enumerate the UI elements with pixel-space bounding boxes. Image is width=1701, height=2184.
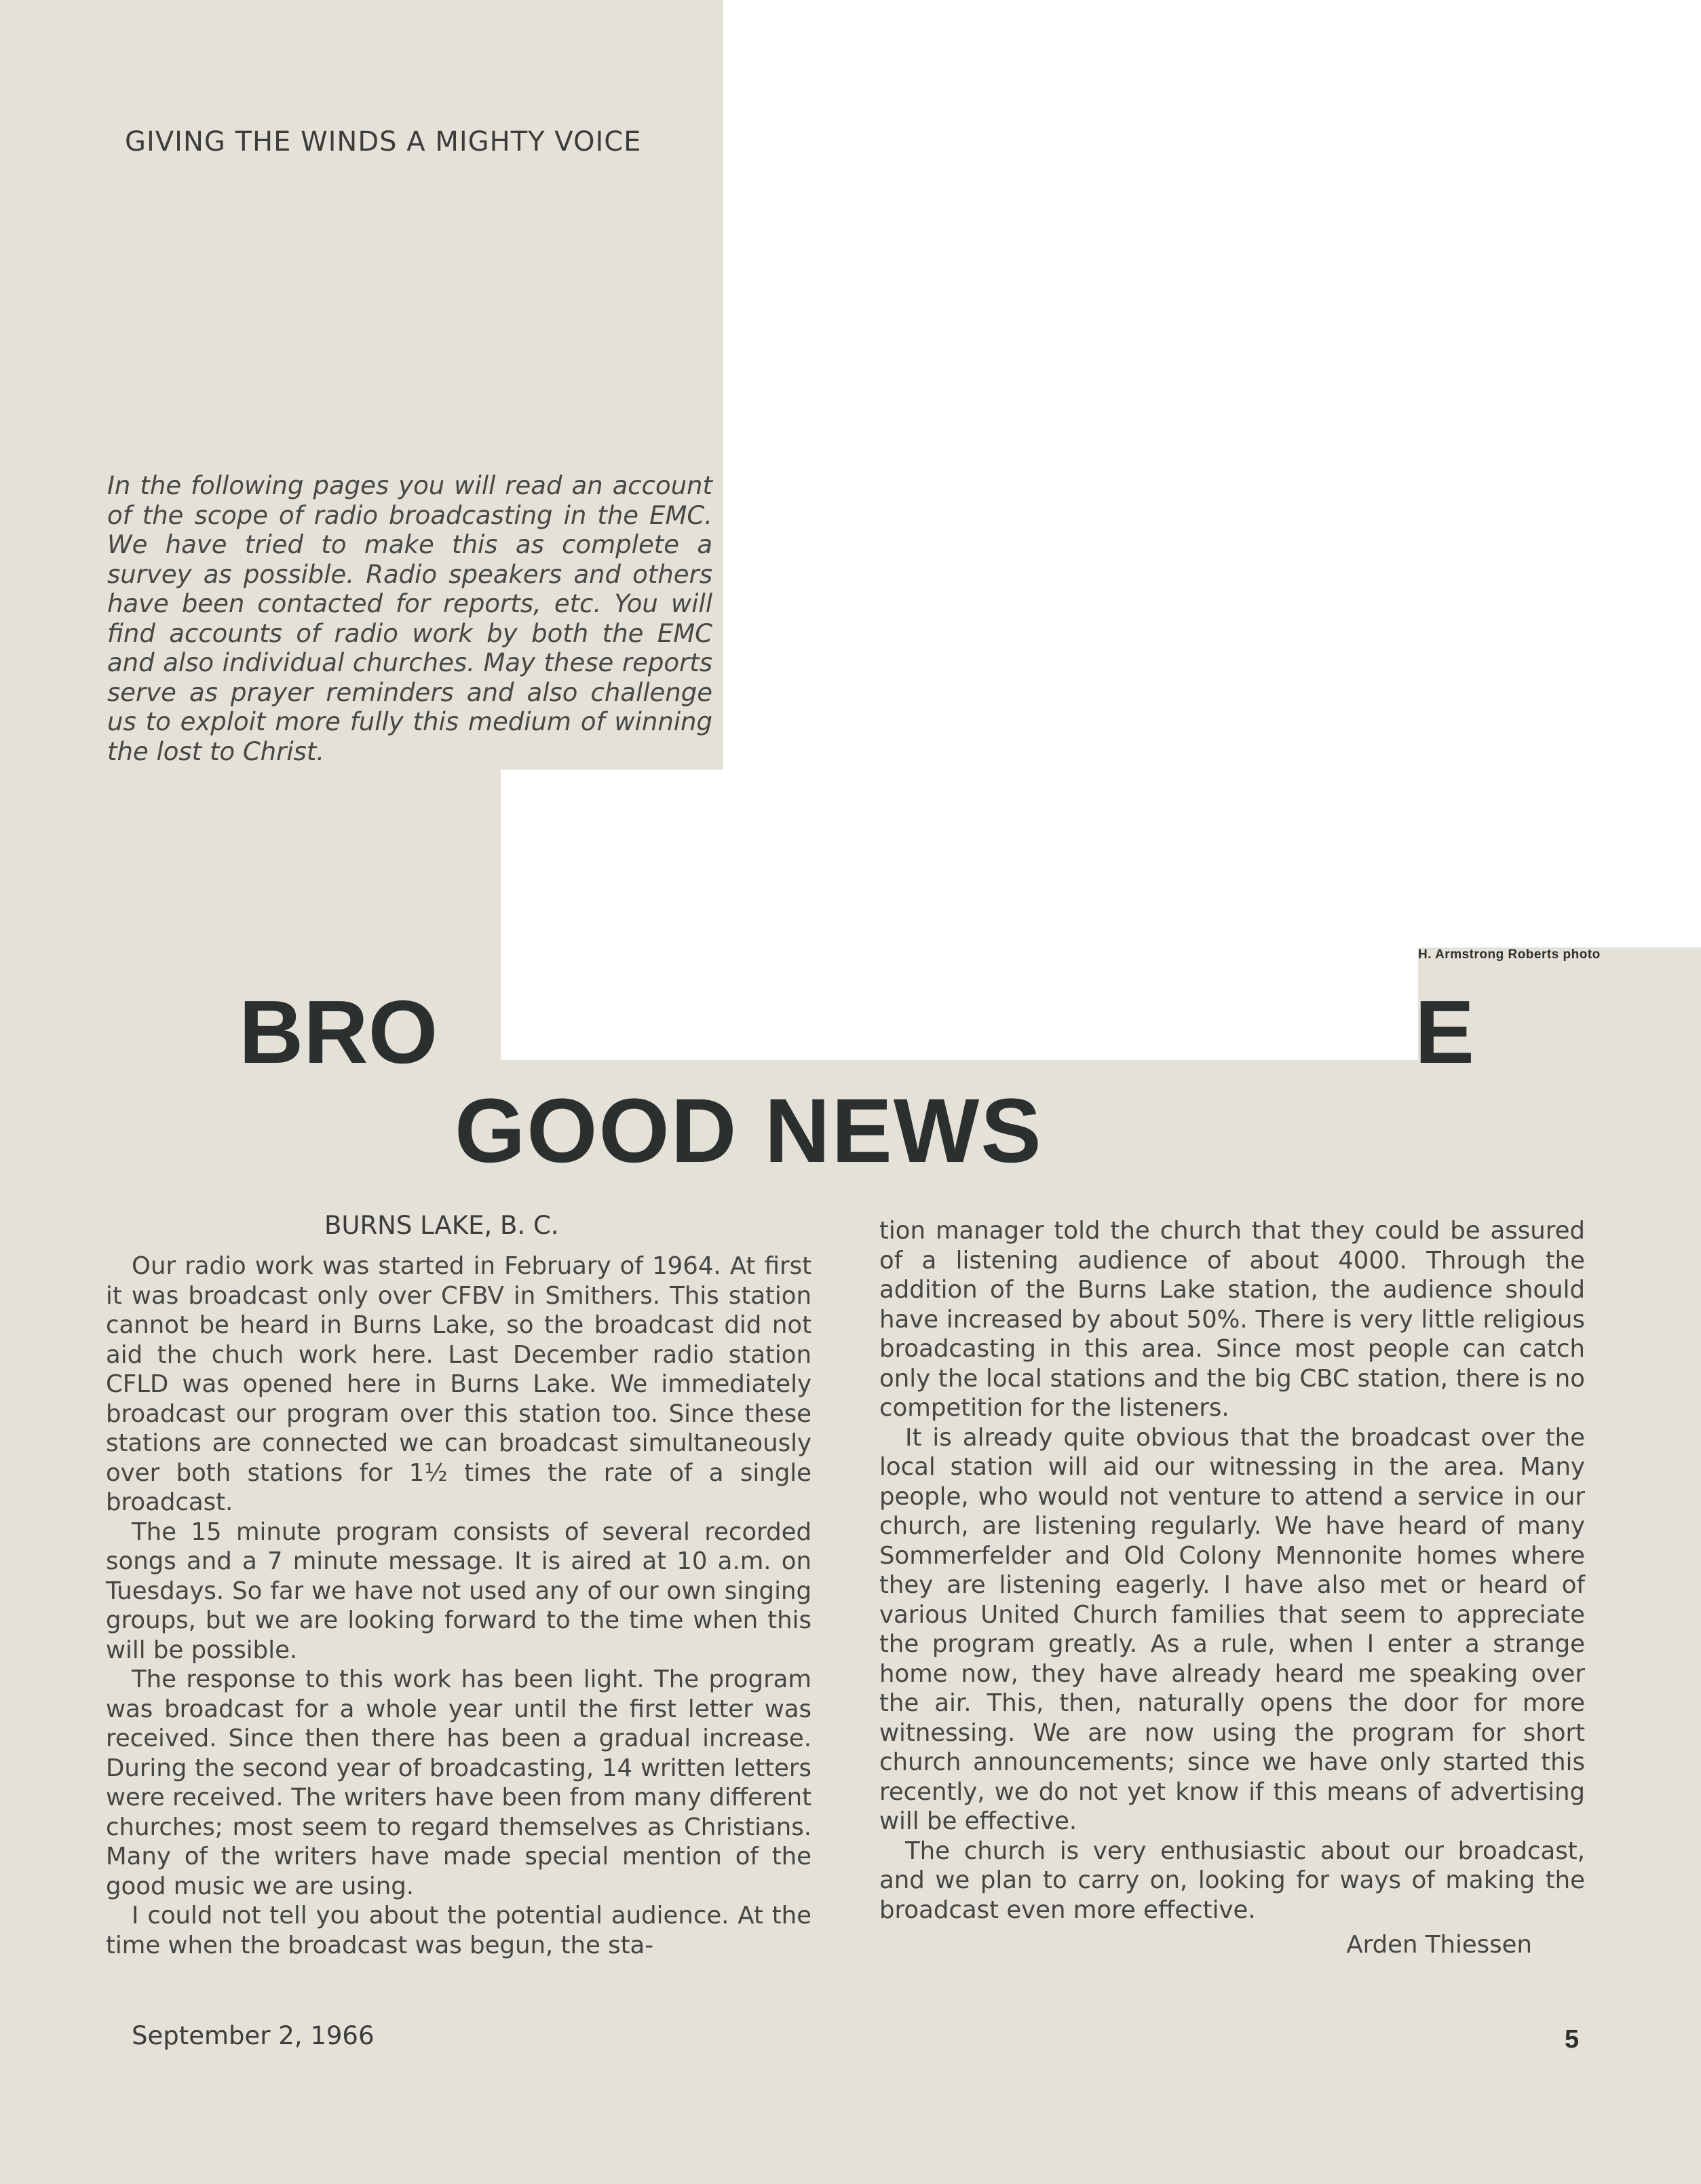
footer-date: September 2, 1966 <box>132 2021 375 2050</box>
article-dateline: BURNS LAKE, B. C. <box>324 1211 559 1240</box>
headline-line2: GOOD NEWS <box>455 1080 1043 1182</box>
page-number: 5 <box>1565 2025 1580 2054</box>
photo-credit: H. Armstrong Roberts photo <box>1418 947 1601 962</box>
article-paragraph: The 15 minute program consists of several recorded songs and a 7 minute message. It is aired at 10 a.m. on Tuesdays. So far we have not used any of our own singing groups, but we are looking forward to the time when this will be possible. <box>106 1518 811 1664</box>
kicker-title: GIVING THE WINDS A MIGHTY VOICE <box>125 126 642 157</box>
article-paragraph: It is already quite obvious that the broadcast over the local station will aid our witnessing in the area. Many people, who would not venture to attend a service in our church, are listening regularly. We have heard of many Sommerfelder and Old Colony Mennonite homes where they are listening eagerly. I have also met or heard of various United Church families that seem to appreciate the program greatly. As a rule, when I enter a strange home now, they have already heard me speaking over the air. This, then, naturally opens the door for more witnessing. We are now using the program for short church announcements; since we have only started this recently, we do not yet know if this means of advertising will be effective. <box>879 1423 1585 1835</box>
headline-line1: BRO <box>239 982 438 1082</box>
article-paragraph: Our radio work was started in February of 1964. At first it was broadcast only over CFBV in Smithers. This station cannot be heard in Burns Lake, so the broadcast did not aid the chuch work here. Last December radio station CFLD was opened here in Burns Lake. We immediately broadcast our program over this station too. Since these stations are connected we can broadcast simultaneously over both stations for 1½ times the rate of a single broadcast. <box>106 1252 811 1516</box>
article-paragraph: tion manager told the church that they could be assured of a listening audience of about 4000. Through the addition of the Burns Lake station, the audience should have increased by about 50%. There is very little religious broadcasting in this area. Since most people can catch only the local stations and the big CBC station, there is no competition for the listeners. <box>879 1217 1585 1422</box>
article-column-left <box>106 1251 811 1960</box>
article-author: Arden Thiessen <box>1346 1931 1532 1959</box>
article-paragraph: The church is very enthusiastic about our broadcast, and we plan to carry on, looking for ways of making the broadcast even more effective. <box>879 1837 1585 1924</box>
article-paragraph: The response to this work has been light. The program was broadcast for a whole year until the first letter was received. Since then there has been a gradual increase. During the second year of broadcasting, 14 written letters were received. The writers have been from many different churches; most seem to regard themselves as Christians. Many of the writers have made special mention of the good music we are using. <box>106 1665 811 1900</box>
intro-paragraph: In the following pages you will read an account of the scope of radio broadcasting in the EMC. We have tried to make this as complete a survey as possible. Radio speakers and others have been contacted for reports, etc. You will find accounts of radio work by both the EMC and also individual churches. May these reports serve as prayer reminders and also challenge us to exploit more fully this medium of winning the lost to Christ. <box>107 471 712 766</box>
article-paragraph: I could not tell you about the potential audience. At the time when the broadcast was begun, the sta- <box>106 1902 811 1959</box>
cutout-photo-area <box>501 770 1418 1060</box>
article-column-right <box>879 1216 1585 1960</box>
headline-line1-fragment: E <box>1415 982 1475 1082</box>
